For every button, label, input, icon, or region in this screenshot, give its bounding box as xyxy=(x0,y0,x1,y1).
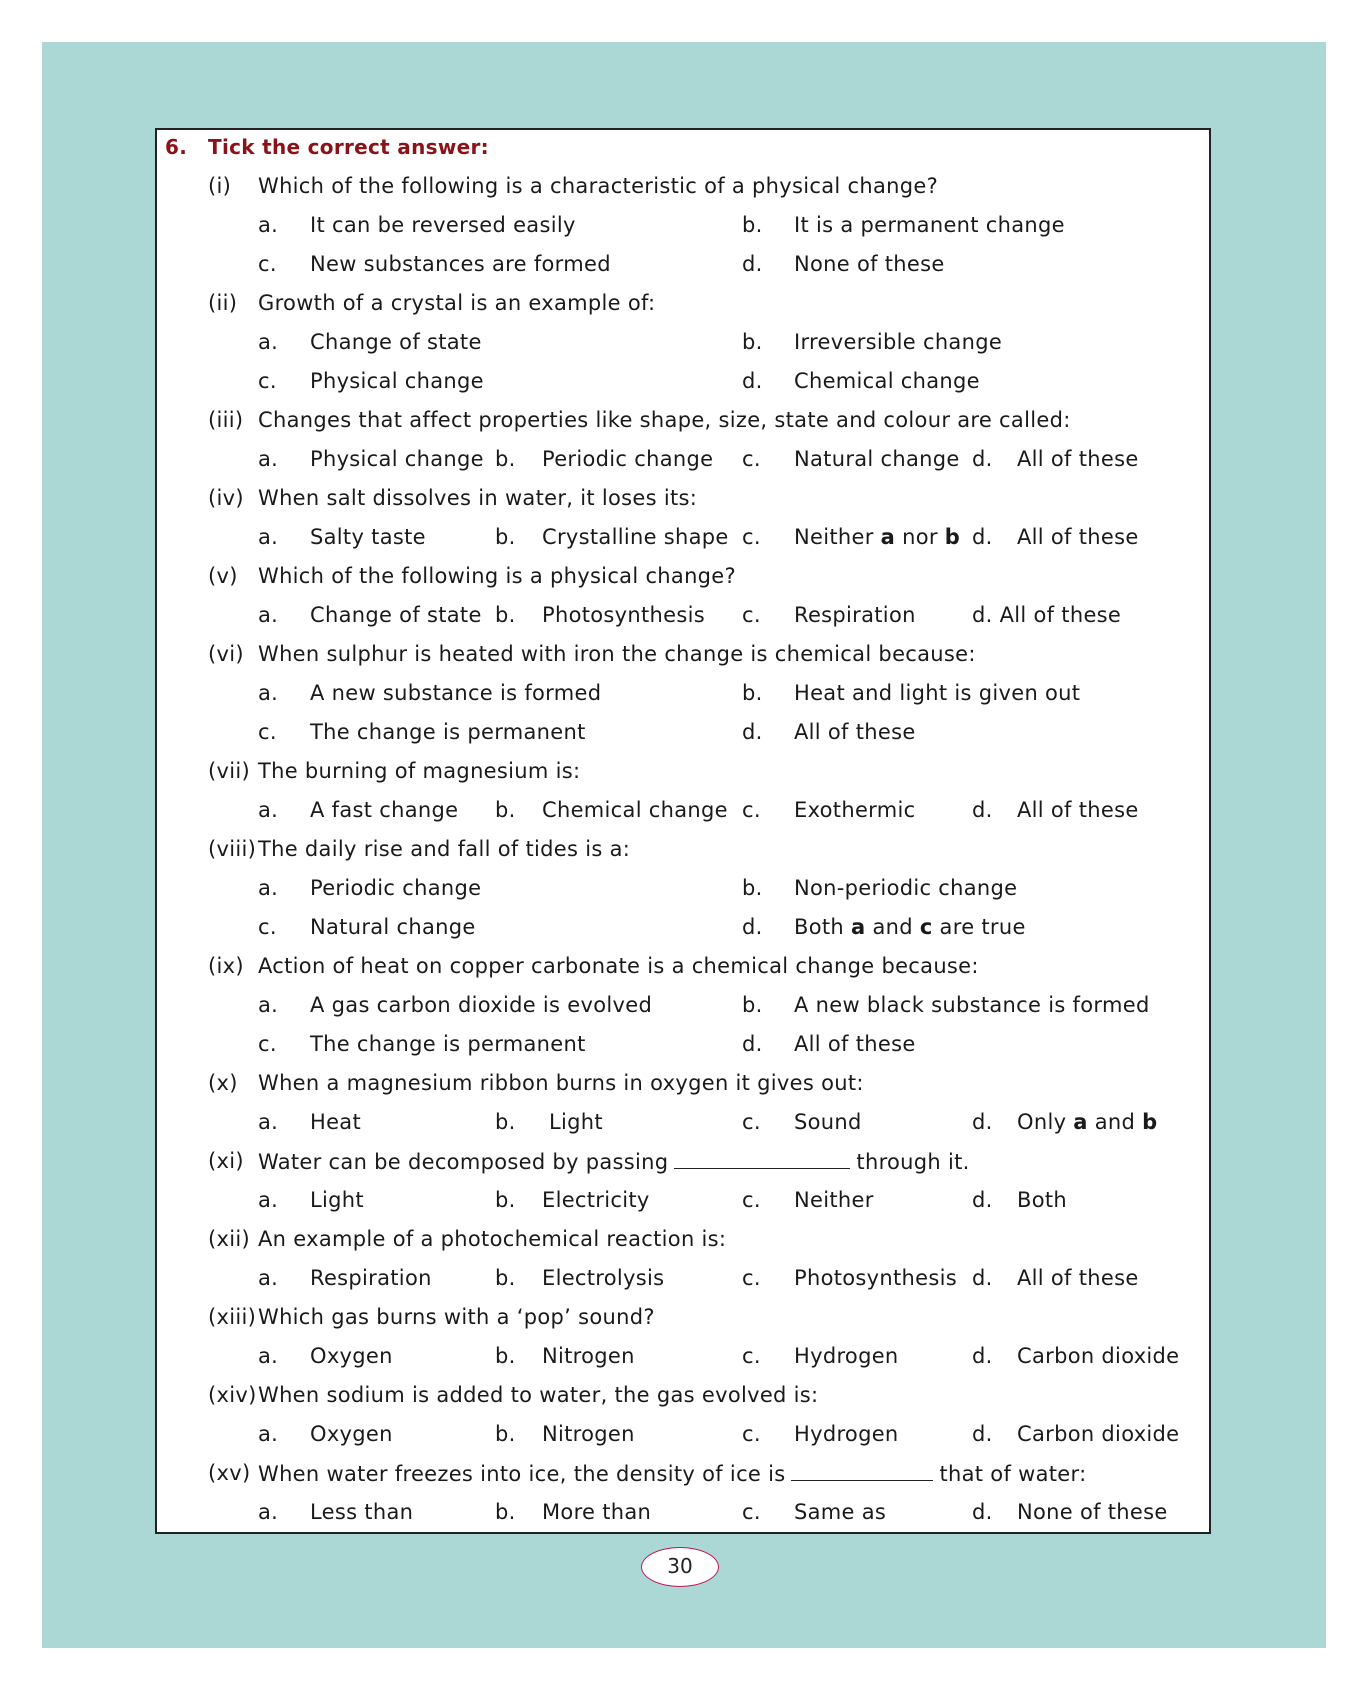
option-letter-b: b. xyxy=(495,603,516,627)
option-b[interactable]: Nitrogen xyxy=(542,1344,635,1368)
option-a[interactable]: Physical change xyxy=(310,447,484,471)
option-letter-c: c. xyxy=(258,252,277,276)
option-b[interactable]: More than xyxy=(542,1500,652,1524)
question-text: Water can be decomposed by passing through it. xyxy=(258,1146,970,1177)
option-b[interactable]: Periodic change xyxy=(542,447,714,471)
option-letter-d: d. xyxy=(972,1422,993,1446)
option-b[interactable]: It is a permanent change xyxy=(794,213,1065,237)
exercise-number: 6. xyxy=(165,135,188,159)
option-letter-a: a. xyxy=(258,681,279,705)
option-letter-c: c. xyxy=(742,525,761,549)
option-letter-a: a. xyxy=(258,1110,279,1134)
question-number: (ii) xyxy=(208,291,238,315)
option-c[interactable]: Natural change xyxy=(794,447,960,471)
option-letter-c: c. xyxy=(258,1032,277,1056)
option-c[interactable]: Hydrogen xyxy=(794,1422,899,1446)
option-a[interactable]: Respiration xyxy=(310,1266,432,1290)
option-letter-b: b. xyxy=(495,1422,516,1446)
exercise-heading xyxy=(157,132,1209,162)
option-letter-a: a. xyxy=(258,876,279,900)
option-letter-a: a. xyxy=(258,1422,279,1446)
option-a[interactable]: Less than xyxy=(310,1500,414,1524)
option-b[interactable]: Irreversible change xyxy=(794,330,1003,354)
option-d[interactable]: None of these xyxy=(794,252,945,276)
option-d[interactable]: All of these xyxy=(1017,447,1139,471)
option-letter-c: c. xyxy=(742,798,761,822)
option-b[interactable]: Non-periodic change xyxy=(794,876,1018,900)
question-text: Changes that affect properties like shape, size, state and colour are called: xyxy=(258,408,1071,432)
option-c[interactable]: Natural change xyxy=(310,915,476,939)
question-number: (xiv) xyxy=(208,1383,257,1407)
option-b[interactable]: Chemical change xyxy=(542,798,728,822)
option-a[interactable]: Heat xyxy=(310,1110,362,1134)
option-b[interactable]: A new black substance is formed xyxy=(794,993,1150,1017)
option-b[interactable]: Nitrogen xyxy=(542,1422,635,1446)
option-letter-d: d. xyxy=(742,252,763,276)
option-letter-b: b. xyxy=(742,993,763,1017)
option-letter-a: a. xyxy=(258,1266,279,1290)
option-c[interactable]: The change is permanent xyxy=(310,720,586,744)
option-a[interactable]: Periodic change xyxy=(310,876,482,900)
option-b[interactable]: Light xyxy=(549,1110,603,1134)
question-number: (x) xyxy=(208,1071,238,1095)
option-letter-b: b. xyxy=(742,681,763,705)
question-number: (ix) xyxy=(208,954,244,978)
question-text: When sodium is added to water, the gas evolved is: xyxy=(258,1383,819,1407)
question-text: The daily rise and fall of tides is a: xyxy=(258,837,631,861)
option-letter-c: c. xyxy=(742,603,761,627)
question-number: (vi) xyxy=(208,642,244,666)
option-letter-d: d. xyxy=(972,1110,993,1134)
question-text: Which gas burns with a ‘pop’ sound? xyxy=(258,1305,655,1329)
question-number: (xv) xyxy=(208,1461,251,1485)
option-d[interactable]: All of these xyxy=(1017,525,1139,549)
option-letter-d: d. xyxy=(742,720,763,744)
question-text: Which of the following is a physical change? xyxy=(258,564,736,588)
question-text: When sulphur is heated with iron the change is chemical because: xyxy=(258,642,976,666)
question-text: Action of heat on copper carbonate is a chemical change because: xyxy=(258,954,979,978)
option-d[interactable]: All of these xyxy=(1017,1266,1139,1290)
exercise-title: Tick the correct answer: xyxy=(208,135,489,159)
option-b[interactable]: Crystalline shape xyxy=(542,525,729,549)
option-letter-b: b. xyxy=(495,447,516,471)
option-d[interactable]: Carbon dioxide xyxy=(1017,1422,1180,1446)
option-letter-c: c. xyxy=(742,1500,761,1524)
option-c[interactable]: Hydrogen xyxy=(794,1344,899,1368)
option-c[interactable]: Physical change xyxy=(310,369,484,393)
option-d[interactable]: All of these xyxy=(1017,798,1139,822)
question-number: (vii) xyxy=(208,759,250,783)
option-c[interactable]: Neither xyxy=(794,1188,874,1212)
option-d[interactable]: All of these xyxy=(794,1032,916,1056)
option-letter-d: d. xyxy=(972,447,993,471)
option-d[interactable]: All of these xyxy=(794,720,916,744)
option-c[interactable]: Sound xyxy=(794,1110,862,1134)
option-c[interactable]: Neither a nor b xyxy=(794,525,961,549)
option-letter-b: b. xyxy=(495,1500,516,1524)
option-a[interactable]: Salty taste xyxy=(310,525,426,549)
option-letter-d: d. xyxy=(742,369,763,393)
question-number: (iii) xyxy=(208,408,244,432)
option-letter-a: a. xyxy=(258,603,279,627)
question-number: (xii) xyxy=(208,1227,250,1251)
question-text: The burning of magnesium is: xyxy=(258,759,581,783)
option-letter-a: a. xyxy=(258,525,279,549)
option-letter-b: b. xyxy=(495,798,516,822)
option-b[interactable]: Electrolysis xyxy=(542,1266,665,1290)
question-number: (v) xyxy=(208,564,238,588)
option-d[interactable]: Only a and b xyxy=(1017,1110,1158,1134)
option-a[interactable]: Oxygen xyxy=(310,1422,393,1446)
option-b[interactable]: Photosynthesis xyxy=(542,603,705,627)
option-letter-a: a. xyxy=(258,447,279,471)
option-letter-b: b. xyxy=(495,1344,516,1368)
question-text: Growth of a crystal is an example of: xyxy=(258,291,656,315)
option-b[interactable]: Heat and light is given out xyxy=(794,681,1081,705)
question-text: When salt dissolves in water, it loses its: xyxy=(258,486,698,510)
option-letter-d: d. xyxy=(972,1344,993,1368)
option-letter-a: a. xyxy=(258,330,279,354)
exercise-panel xyxy=(155,128,1211,1534)
option-letter-b: b. xyxy=(742,213,763,237)
option-a[interactable]: Light xyxy=(310,1188,364,1212)
option-letter-c: c. xyxy=(742,1422,761,1446)
question-number: (viii) xyxy=(208,837,257,861)
answer-blank[interactable] xyxy=(791,1458,933,1481)
option-d[interactable]: d. All of these xyxy=(972,603,1122,627)
option-letter-b: b. xyxy=(742,330,763,354)
option-letter-b: b. xyxy=(495,1266,516,1290)
option-d[interactable]: Both xyxy=(1017,1188,1067,1212)
option-letter-c: c. xyxy=(742,1266,761,1290)
option-letter-c: c. xyxy=(742,1188,761,1212)
option-b[interactable]: Electricity xyxy=(542,1188,650,1212)
option-c[interactable]: Respiration xyxy=(794,603,916,627)
question-number: (xi) xyxy=(208,1149,244,1173)
option-c[interactable]: The change is permanent xyxy=(310,1032,586,1056)
option-d[interactable]: Both a and c are true xyxy=(794,915,1026,939)
option-letter-a: a. xyxy=(258,1344,279,1368)
option-a[interactable]: A gas carbon dioxide is evolved xyxy=(310,993,653,1017)
option-d[interactable]: Carbon dioxide xyxy=(1017,1344,1180,1368)
question-number: (i) xyxy=(208,174,232,198)
option-letter-c: c. xyxy=(258,720,277,744)
option-letter-a: a. xyxy=(258,993,279,1017)
option-letter-d: d. xyxy=(972,525,993,549)
option-letter-b: b. xyxy=(495,525,516,549)
option-c[interactable]: Photosynthesis xyxy=(794,1266,957,1290)
option-a[interactable]: A new substance is formed xyxy=(310,681,602,705)
option-letter-c: c. xyxy=(742,447,761,471)
question-number: (iv) xyxy=(208,486,244,510)
answer-blank[interactable] xyxy=(674,1146,850,1169)
option-c[interactable]: Exothermic xyxy=(794,798,916,822)
option-letter-a: a. xyxy=(258,213,279,237)
option-a[interactable]: Oxygen xyxy=(310,1344,393,1368)
option-letter-c: c. xyxy=(258,369,277,393)
question-number: (xiii) xyxy=(208,1305,257,1329)
option-a[interactable]: It can be reversed easily xyxy=(310,213,576,237)
option-letter-a: a. xyxy=(258,1500,279,1524)
option-letter-d: d. xyxy=(972,1500,993,1524)
option-letter-d: d. xyxy=(742,915,763,939)
option-letter-a: a. xyxy=(258,798,279,822)
question-text: Which of the following is a characteristic of a physical change? xyxy=(258,174,939,198)
option-c[interactable]: Same as xyxy=(794,1500,887,1524)
option-letter-a: a. xyxy=(258,1188,279,1212)
option-c[interactable]: New substances are formed xyxy=(310,252,611,276)
option-letter-d: d. xyxy=(972,1188,993,1212)
option-letter-d: d. xyxy=(972,798,993,822)
question-text: When a magnesium ribbon burns in oxygen it gives out: xyxy=(258,1071,864,1095)
option-letter-b: b. xyxy=(495,1188,516,1212)
option-letter-d: d. xyxy=(972,1266,993,1290)
question-text: When water freezes into ice, the density of ice is that of water: xyxy=(258,1458,1086,1489)
option-a[interactable]: Change of state xyxy=(310,330,482,354)
option-d[interactable]: Chemical change xyxy=(794,369,980,393)
option-letter-c: c. xyxy=(742,1110,761,1134)
page-number: 30 xyxy=(641,1547,719,1587)
option-letter-d: d. xyxy=(742,1032,763,1056)
question-text: An example of a photochemical reaction is: xyxy=(258,1227,727,1251)
option-letter-c: c. xyxy=(258,915,277,939)
option-letter-b: b. xyxy=(742,876,763,900)
option-letter-c: c. xyxy=(742,1344,761,1368)
option-a[interactable]: A fast change xyxy=(310,798,459,822)
option-d[interactable]: None of these xyxy=(1017,1500,1168,1524)
option-letter-b: b. xyxy=(495,1110,516,1134)
option-a[interactable]: Change of state xyxy=(310,603,482,627)
